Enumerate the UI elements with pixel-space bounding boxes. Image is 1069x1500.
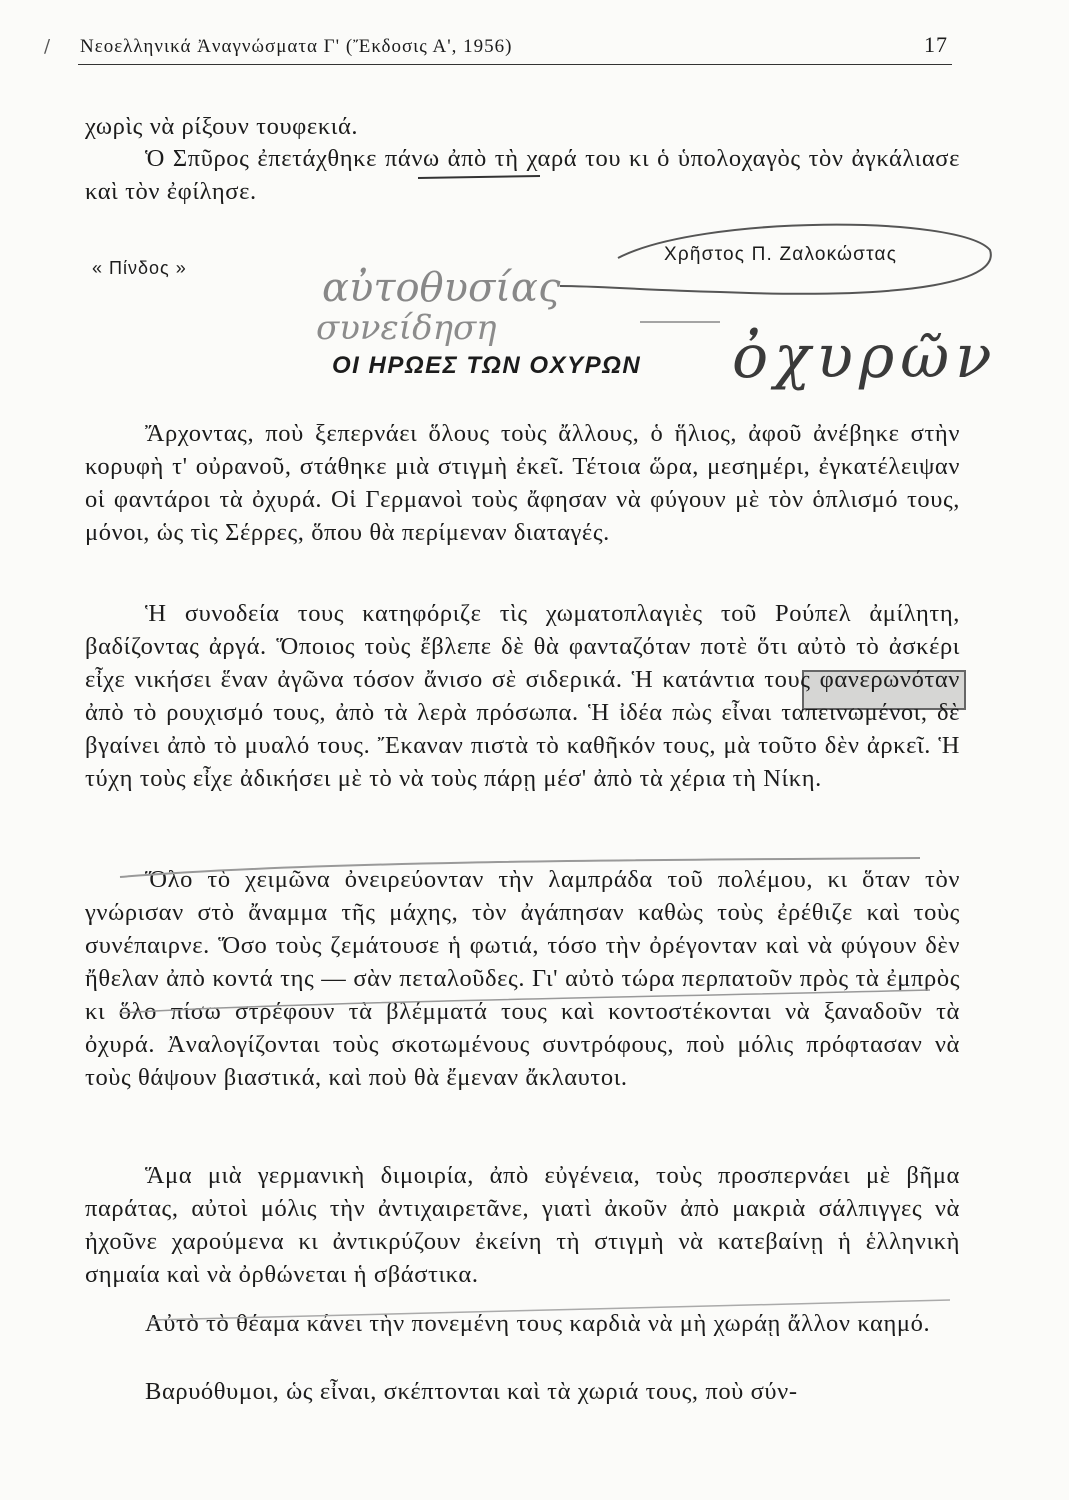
handwritten-note-3: ὀχυρῶν	[732, 322, 998, 392]
paragraph-2: Ἡ συνοδεία τους κατηφόριζε τὶς χωματοπλαγιὲς τοῦ Ρούπελ ἀμίλητη, βαδίζοντας ἀργά. Ὅποιος τοὺς ἔβλεπε δὲ θὰ φανταζόταν ποτὲ ὅτι αὐτὸ τὸ ἀσκέρι εἶχε νικήσει ἕναν ἀγῶνα τόσον ἄνισο σὲ σιδερικά. Ἡ κατάντια τους φανερωνόταν ἀπὸ τὸ ρουχισμό τους, ἀπὸ τὰ λερὰ πρόσωπα. Ἡ ἰδέα πὼς εἶναι ταπεινωμένοι, δὲ βγαίνει ἀπὸ τὸ μυαλό τους. Ἔκαναν πιστὰ τὸ καθῆκόν τους, μὰ τοῦτο δὲν ἀρκεῖ. Ἡ τύχη τοὺς εἶχε ἀδικήσει μὲ τὸ νὰ τοὺς πάρῃ μέσ' ἀπὸ τὰ χέρια τὴ Νίκη.	[85, 600, 960, 792]
margin-mark: /	[44, 36, 51, 57]
story-title: ΟΙ ΗΡΩΕΣ ΤΩΝ ΟΧΥΡΩΝ	[332, 352, 642, 379]
margin-stroke-1	[120, 858, 920, 877]
handwritten-note-1: αὐτοθυσίας	[322, 265, 561, 311]
paragraph-6: Βαρυόθυμοι, ὡς εἶναι, σκέπτονται καὶ τὰ χωριά τους, ποὺ σύν-	[145, 1378, 798, 1405]
source-label: « Πίνδος »	[92, 258, 187, 278]
header-title: Νεοελληνικά Ἀναγνώσματα Γ' (Ἔκδοσις Α', 1956)	[80, 36, 513, 57]
page-number: 17	[924, 32, 948, 57]
author-circle-mark	[560, 225, 991, 294]
author-name: Χρῆστος Π. Ζαλοκώστας	[664, 244, 898, 265]
margin-stroke-3	[150, 1300, 950, 1320]
intro-paragraph: Ὁ Σπῦρος ἐπετάχθηκε πάνω ἀπὸ τὴ χαρά του κι ὁ ὑπολοχαγὸς τὸν ἀγκάλιασε καὶ τὸν ἐφίλησε.	[85, 145, 960, 205]
handwritten-note-2: συνείδηση	[316, 308, 497, 348]
paragraph-4: Ἅμα μιὰ γερμανικὴ διμοιρία, ἀπὸ εὐγένεια, τοὺς προσπερνάει μὲ βῆμα παράτας, αὐτοὶ μόλις τὴν ἀντιχαιρετᾶνε, γιατὶ ἀκοῦν ἀπὸ μακριὰ σάλπιγγες νὰ ἠχοῦνε χαρούμενα κι ἀντικρύζουν ἐκείνη τὴ στιγμὴ νὰ κατεβαίνῃ ἡ ἑλληνικὴ σημαία καὶ νὰ ὀρθώνεται ἡ σβάστικα.	[85, 1162, 960, 1288]
paragraph-3: Ὅλο τὸ χειμῶνα ὀνειρεύονταν τὴν λαμπράδα τοῦ πολέμου, κι ὅταν τὸν γνώρισαν στὸ ἄναμμα τῆς μάχης, τὸν ἀγάπησαν καθὼς τοὺς ἐρέθιζε καὶ τοὺς συνέπαιρνε. Ὅσο τοὺς ζεμάτουσε ἡ φωτιά, τόσο τὴν ὀρέγονταν καὶ νὰ φύγουν δὲν ἤθελαν ἀπὸ κοντά της — σὰν πεταλοῦδες. Γι' αὐτὸ τώρα περπατοῦν πρὸς τὰ ἐμπρὸς κι ὅλο πίσω στρέφουν τὰ βλέμματά τους καὶ κοντοστέκονται νὰ ξαναδοῦν τὰ ὀχυρά. Ἀναλογίζονται τοὺς σκοτωμένους συντρόφους, ποὺ μόλις πρόφτασαν νὰ τοὺς θάψουν βιαστικά, καὶ ποὺ θὰ ἔμεναν ἄκλαυτοι.	[85, 866, 960, 1091]
intro-line-1: χωρὶς νὰ ρίξουν τουφεκιά.	[85, 113, 359, 140]
margin-stroke-2	[120, 990, 930, 1013]
paragraph-5: Αὐτὸ τὸ θέαμα κάνει τὴν πονεμένη τους καρδιὰ νὰ μὴ χωράῃ ἄλλον καημό.	[145, 1310, 931, 1337]
underline-mark-1	[418, 176, 540, 178]
paragraph-1: Ἄρχοντας, ποὺ ξεπερνάει ὅλους τοὺς ἄλλους, ὁ ἥλιος, ἀφοῦ ἀνέβηκε στὴν κορυφὴ τ' οὐρανοῦ, στάθηκε μιὰ στιγμὴ ἐκεῖ. Τέτοια ὥρα, μεσημέρι, ἐγκατέλειψαν οἱ φαντάροι τὰ ὀχυρά. Οἱ Γερμανοὶ τοὺς ἄφησαν νὰ φύγουν μὲ τὸν ὁπλισμό τους, μόνοι, ὡς τὶς Σέρρες, ὅπου θὰ περίμεναν διαταγές.	[85, 420, 960, 546]
